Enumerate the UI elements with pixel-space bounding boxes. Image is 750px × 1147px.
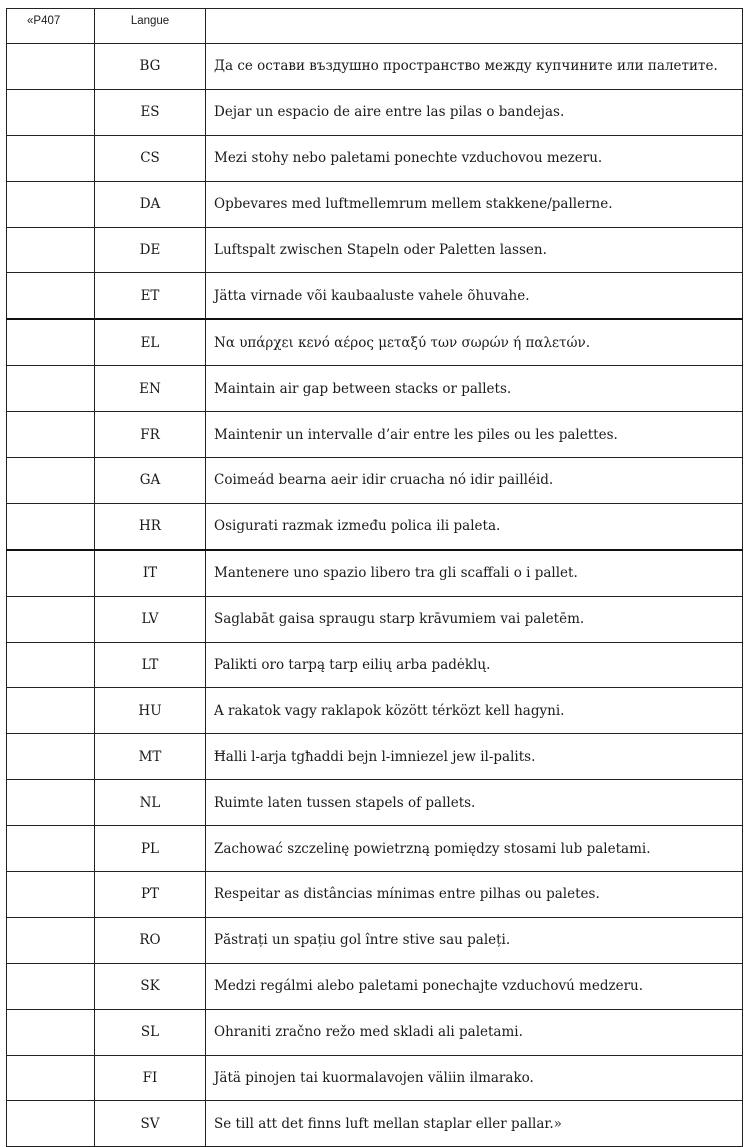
language-code: CS bbox=[95, 135, 206, 181]
table-row bbox=[7, 273, 743, 319]
table-row bbox=[7, 1009, 743, 1055]
table-row bbox=[7, 227, 743, 273]
statement-text: Opbevares med luftmellemrum mellem stakkene/pallerne. bbox=[206, 181, 743, 227]
statement-text: Jätta virnade või kaubaaluste vahele õhuvahe. bbox=[206, 273, 743, 319]
table-row bbox=[7, 917, 743, 963]
text-header bbox=[206, 9, 743, 44]
table-row bbox=[7, 366, 743, 412]
statement-text: Ħalli l-arja tgħaddi bejn l-imniezel jew il-palits. bbox=[206, 734, 743, 780]
table-row bbox=[7, 872, 743, 918]
statement-text: Coimeád bearna aeir idir cruacha nó idir pailléid. bbox=[206, 458, 743, 504]
statement-text: Se till att det finns luft mellan staplar eller pallar.» bbox=[206, 1101, 743, 1147]
statement-text: Zachować szczelinę powietrzną pomiędzy stosami lub paletami. bbox=[206, 826, 743, 872]
table-row bbox=[7, 963, 743, 1009]
language-code: MT bbox=[95, 734, 206, 780]
language-code: SK bbox=[95, 963, 206, 1009]
statement-text: Ohraniti zračno režo med skladi ali paletami. bbox=[206, 1009, 743, 1055]
language-code: SL bbox=[95, 1009, 206, 1055]
table-row bbox=[7, 44, 743, 90]
statement-text: Păstrați un spațiu gol între stive sau paleți. bbox=[206, 917, 743, 963]
language-code: ET bbox=[95, 273, 206, 319]
statement-text: A rakatok vagy raklapok között térközt kell hagyni. bbox=[206, 688, 743, 734]
table-row bbox=[7, 596, 743, 642]
language-code: ES bbox=[95, 89, 206, 135]
language-table bbox=[6, 8, 743, 1147]
table-row bbox=[7, 734, 743, 780]
language-code: IT bbox=[95, 550, 206, 596]
table-row bbox=[7, 319, 743, 365]
table-row bbox=[7, 1055, 743, 1101]
statement-text: Mantenere uno spazio libero tra gli scaffali o i pallet. bbox=[206, 550, 743, 596]
language-code: PT bbox=[95, 872, 206, 918]
statement-text: Luftspalt zwischen Stapeln oder Paletten lassen. bbox=[206, 227, 743, 273]
language-code: EN bbox=[95, 366, 206, 412]
statement-text: Saglabāt gaisa spraugu starp krāvumiem vai paletēm. bbox=[206, 596, 743, 642]
reference-cell: «P407 bbox=[7, 9, 95, 44]
language-code: FR bbox=[95, 412, 206, 458]
table-row bbox=[7, 1101, 743, 1147]
statement-text: Palikti oro tarpą tarp eilių arba padėklų. bbox=[206, 642, 743, 688]
language-code: NL bbox=[95, 780, 206, 826]
table-row bbox=[7, 503, 743, 549]
statement-text: Dejar un espacio de aire entre las pilas o bandejas. bbox=[206, 89, 743, 135]
language-code: EL bbox=[95, 319, 206, 365]
language-code: FI bbox=[95, 1055, 206, 1101]
table-row bbox=[7, 642, 743, 688]
table-row bbox=[7, 550, 743, 596]
statement-text: Respeitar as distâncias mínimas entre pilhas ou paletes. bbox=[206, 872, 743, 918]
table-row bbox=[7, 826, 743, 872]
table-row bbox=[7, 458, 743, 504]
table-row bbox=[7, 89, 743, 135]
statement-text: Maintenir un intervalle d’air entre les piles ou les palettes. bbox=[206, 412, 743, 458]
statement-text: Osigurati razmak između polica ili paleta. bbox=[206, 503, 743, 549]
language-code: HU bbox=[95, 688, 206, 734]
statement-text: Jätä pinojen tai kuormalavojen väliin ilmarako. bbox=[206, 1055, 743, 1101]
language-code: GA bbox=[95, 458, 206, 504]
language-code: HR bbox=[95, 503, 206, 549]
statement-text: Да се остави въздушно пространство между купчините или палетите. bbox=[206, 44, 743, 90]
table-row bbox=[7, 780, 743, 826]
statement-text: Medzi regálmi alebo paletami ponechajte vzduchovú medzeru. bbox=[206, 963, 743, 1009]
language-code: DE bbox=[95, 227, 206, 273]
language-code: DA bbox=[95, 181, 206, 227]
statement-text: Ruimte laten tussen stapels of pallets. bbox=[206, 780, 743, 826]
table-row bbox=[7, 688, 743, 734]
language-code: RO bbox=[95, 917, 206, 963]
language-code: SV bbox=[95, 1101, 206, 1147]
statement-text: Maintain air gap between stacks or pallets. bbox=[206, 366, 743, 412]
language-code: PL bbox=[95, 826, 206, 872]
language-code: BG bbox=[95, 44, 206, 90]
language-header: Langue bbox=[95, 9, 206, 44]
language-code: LT bbox=[95, 642, 206, 688]
table-row bbox=[7, 181, 743, 227]
language-code: LV bbox=[95, 596, 206, 642]
statement-text: Να υπάρχει κενό αέρος μεταξύ των σωρών ή παλετών. bbox=[206, 319, 743, 365]
table-header-row bbox=[7, 9, 743, 44]
table-row bbox=[7, 412, 743, 458]
table-row bbox=[7, 135, 743, 181]
statement-text: Mezi stohy nebo paletami ponechte vzduchovou mezeru. bbox=[206, 135, 743, 181]
